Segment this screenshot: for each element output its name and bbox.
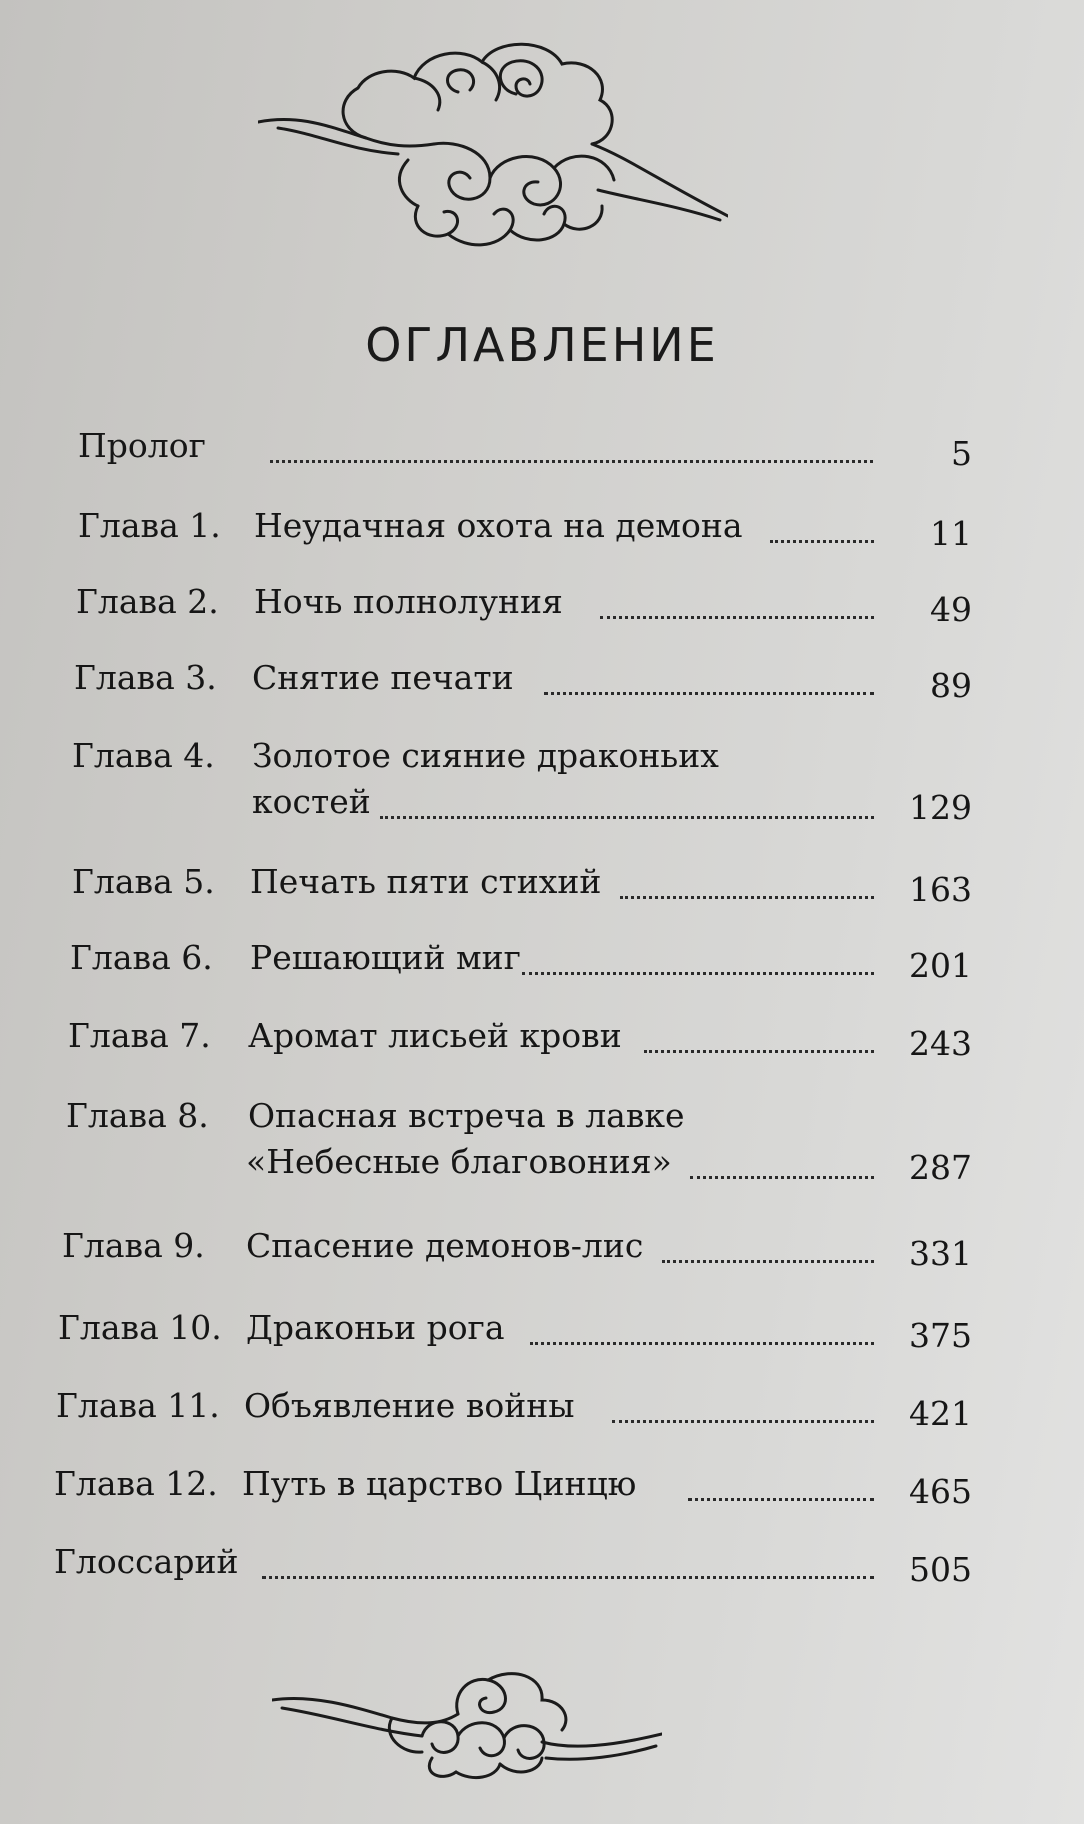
toc-page-number: 243 — [909, 1024, 972, 1063]
toc-entry-title: Решающий миг — [250, 938, 521, 977]
toc-entry-label: Пролог — [78, 426, 206, 465]
toc-entry-title: Аромат лисьей крови — [248, 1016, 622, 1055]
toc-entry-title: Драконьи рога — [246, 1308, 505, 1347]
toc-entry-label: Глава 6. — [70, 938, 213, 977]
dot-leader — [544, 692, 874, 695]
toc-page-number: 49 — [930, 590, 972, 629]
dot-leader — [688, 1498, 874, 1501]
toc-entry-title: Золотое сияние драконьих — [252, 736, 719, 775]
toc-entry-label: Глава 8. — [66, 1096, 209, 1135]
toc-page-number: 421 — [909, 1394, 972, 1433]
toc-entry-label: Глава 11. — [56, 1386, 220, 1425]
toc-entry-label: Глава 5. — [72, 862, 215, 901]
page-title: ОГЛАВЛЕНИЕ — [365, 318, 719, 372]
toc-page-number: 287 — [909, 1148, 972, 1187]
toc-entry-title: Опасная встреча в лавке — [248, 1096, 685, 1135]
toc-entry-label: Глава 7. — [68, 1016, 211, 1055]
toc-entry-label: Глава 3. — [74, 658, 217, 697]
toc-page-number: 163 — [909, 870, 972, 909]
toc-page-number: 331 — [909, 1234, 972, 1273]
dot-leader — [644, 1050, 874, 1053]
dot-leader — [262, 1576, 874, 1579]
toc-page-number: 505 — [909, 1550, 972, 1589]
toc-page-number: 5 — [951, 434, 972, 473]
toc-page-number: 89 — [930, 666, 972, 705]
toc-page-number: 201 — [909, 946, 972, 985]
bottom-cloud-ornament-icon — [272, 1666, 662, 1781]
dot-leader — [620, 896, 874, 899]
toc-entry-label: Глава 12. — [54, 1464, 218, 1503]
toc-entry-label: Глава 10. — [58, 1308, 222, 1347]
toc-entry-title: Неудачная охота на демона — [254, 506, 743, 545]
dot-leader — [380, 816, 874, 819]
toc-entry-title: Печать пяти стихий — [250, 862, 602, 901]
toc-page-number: 375 — [909, 1316, 972, 1355]
toc-entry-label: Глава 9. — [62, 1226, 205, 1265]
toc-page-number: 129 — [909, 788, 972, 827]
dot-leader — [662, 1260, 874, 1263]
toc-entry-label: Глоссарий — [54, 1542, 239, 1581]
dot-leader — [270, 460, 873, 463]
toc-page-number: 465 — [909, 1472, 972, 1511]
dot-leader — [600, 616, 874, 619]
toc-entry-label: Глава 4. — [72, 736, 215, 775]
toc-entry-title: Ночь полнолуния — [254, 582, 563, 621]
toc-entry-label: Глава 1. — [78, 506, 221, 545]
dot-leader — [612, 1420, 874, 1423]
dot-leader — [690, 1176, 874, 1179]
toc-page-number: 11 — [930, 514, 972, 553]
dot-leader — [770, 540, 874, 543]
toc-entry-title-continued: «Небесные благовония» — [246, 1142, 672, 1181]
toc-entry-title: Путь в царство Цинцю — [242, 1464, 637, 1503]
toc-entry-title: Объявление войны — [244, 1386, 575, 1425]
toc-entry-title: Снятие печати — [252, 658, 514, 697]
dot-leader — [530, 1342, 874, 1345]
toc-entry-title: Спасение демонов-лис — [246, 1226, 644, 1265]
toc-entry-label: Глава 2. — [76, 582, 219, 621]
toc-entry-title-continued: костей — [252, 782, 371, 821]
top-cloud-ornament-icon — [258, 30, 728, 255]
dot-leader — [522, 972, 874, 975]
